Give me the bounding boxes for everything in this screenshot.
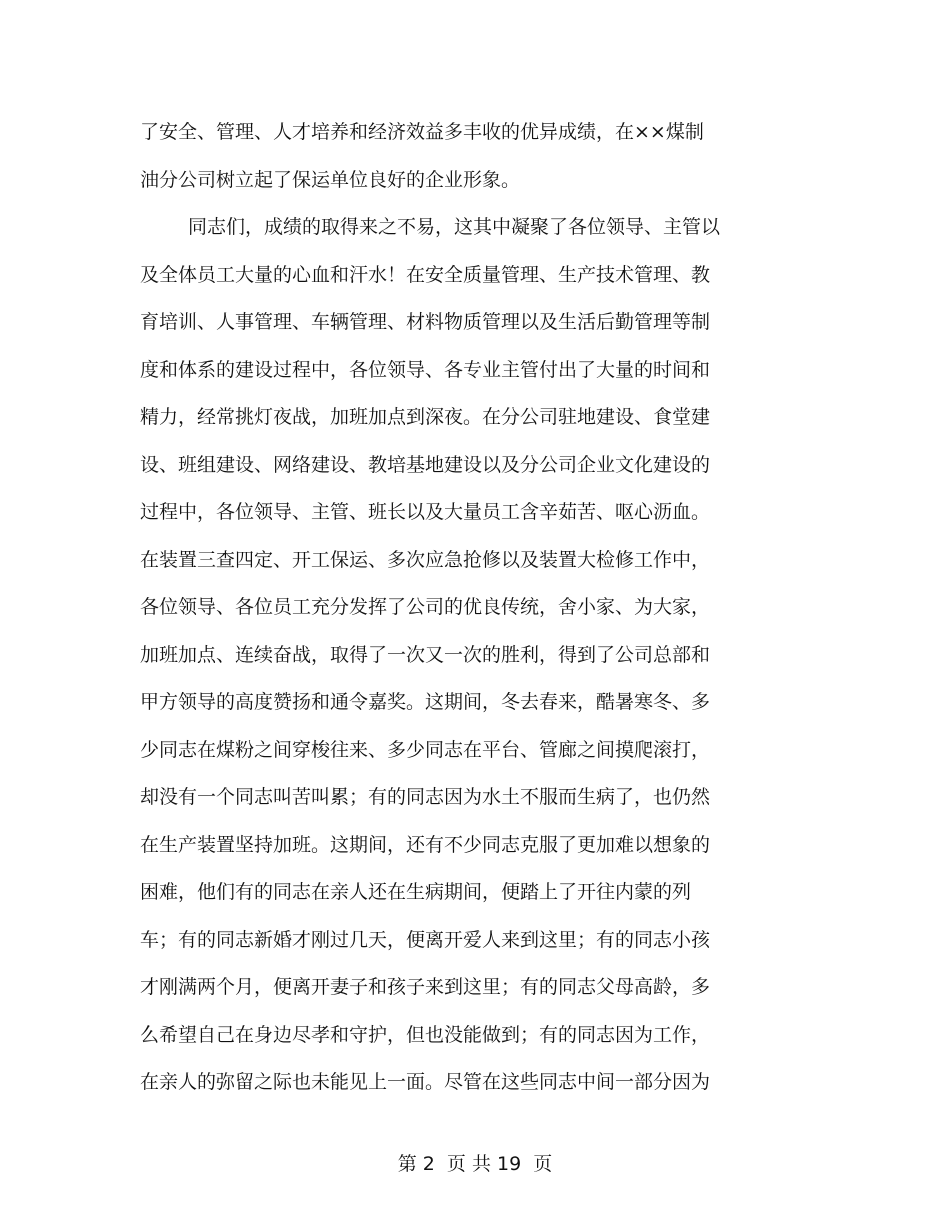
text-line: 么希望自己在身边尽孝和守护，但也没能做到；有的同志因为工作， [140, 1023, 711, 1046]
page-number-footer: 第 2 页 共 19 页 [397, 1153, 553, 1175]
body-text [140, 109, 780, 1107]
text-line: 车；有的同志新婚才刚过几天，便离开爱人来到这里；有的同志小孩 [140, 928, 711, 951]
text-line: 育培训、人事管理、车辆管理、材料物质管理以及生活后勤管理等制 [140, 311, 711, 333]
text-line: 过程中，各位领导、主管、班长以及大量员工含辛茹苦、呕心沥血。 [140, 501, 711, 523]
text-line: 油分公司树立起了保运单位良好的企业形象。 [140, 168, 521, 191]
text-line: 精力，经常挑灯夜战，加班加点到深夜。在分公司驻地建设、食堂建 [140, 406, 711, 428]
text-line: 及全体员工大量的心血和汗水！在安全质量管理、生产技术管理、教 [140, 263, 711, 286]
text-line: 设、班组建设、网络建设、教培基地建设以及分公司企业文化建设的 [140, 453, 711, 476]
text-line: 在亲人的弥留之际也未能见上一面。尽管在这些同志中间一部分因为 [140, 1071, 711, 1093]
text-line: 在生产装置坚持加班。这期间，还有不少同志克服了更加难以想象的 [140, 833, 711, 856]
text-line: 甲方领导的高度赞扬和通令嘉奖。这期间，冬去春来，酷暑寒冬、多 [140, 691, 711, 713]
text-line: 度和体系的建设过程中，各位领导、各专业主管付出了大量的时间和 [140, 358, 711, 381]
text-line: 了安全、管理、人才培养和经济效益多丰收的优异成绩，在××煤制 [140, 121, 704, 143]
paragraph-start-line: 同志们，成绩的取得来之不易，这其中凝聚了各位领导、主管以 [188, 216, 721, 238]
text-line: 在装置三查四定、开工保运、多次应急抢修以及装置大检修工作中， [140, 548, 711, 571]
text-line: 少同志在煤粉之间穿梭往来、多少同志在平台、管廊之间摸爬滚打， [140, 738, 711, 761]
text-line: 加班加点、连续奋战，取得了一次又一次的胜利，得到了公司总部和 [140, 643, 711, 666]
text-line: 困难，他们有的同志在亲人还在生病期间，便踏上了开往内蒙的列 [140, 881, 692, 903]
text-line: 却没有一个同志叫苦叫累；有的同志因为水土不服而生病了，也仍然 [140, 786, 711, 808]
text-line: 才刚满两个月，便离开妻子和孩子来到这里；有的同志父母高龄，多 [140, 976, 711, 998]
text-line: 各位领导、各位员工充分发挥了公司的优良传统，舍小家、为大家， [140, 596, 711, 618]
